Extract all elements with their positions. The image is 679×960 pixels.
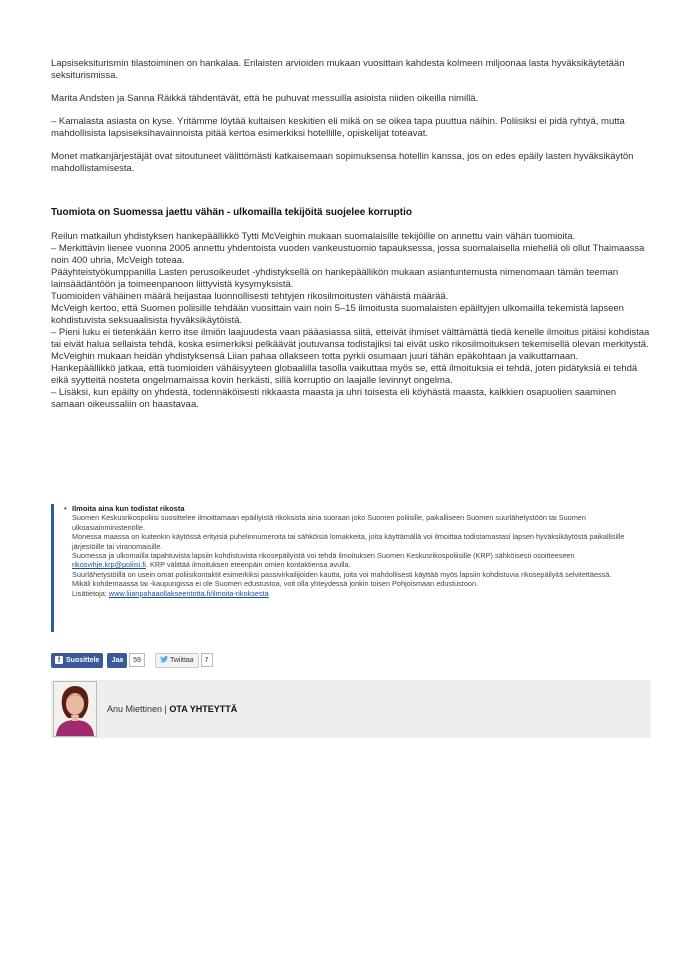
fact-text: Suomen Keskusrikospoliisi suosittelee ilmoittamaan epäillyistä rikoksista aina suoraan joko Suomen poliisille, paikalliseen Suomen suurlähetystöön tai Suomen ulkoasiainministeriölle.	[72, 513, 586, 532]
fact-text: Mikäli kohdemaassa tai -kaupungissa ei ole Suomen edustustoa, voit olla yhteydessä jonkin toisen Pohjoismaan edustustoon.	[72, 579, 479, 589]
fact-text: Suurlähetystöillä on usein omat poliisikontaktit esimerkiksi passivirkailijoiden kautta, joita voi mahdollisesti käyttää myös lapsiin kohdistuvia rikosepäilyitä selvitettäessä.	[72, 569, 612, 579]
more-info-link[interactable]: www.liianpahaaollakseentotta.fi/ilmoita-rikoksesta	[108, 588, 269, 598]
email-link[interactable]: rikosvihje.krp@poliisi.fi	[72, 560, 146, 570]
article-line: Pääyhteistyökumppanilla Lasten perusoikeudet -yhdistyksellä on hankepäällikön mukaan asiantuntemusta nimenomaan tämän teeman lainsäädäntöön ja toimeenpanoon liittyvistä kysymyksistä.	[51, 267, 619, 290]
fact-box	[51, 504, 641, 632]
twitter-tweet-label: Twiittaa	[169, 656, 194, 664]
article-line: – Pieni luku ei tietenkään kerro itse ilmiön laajuudesta vaan pääasiassa siitä, etteivät ihmiset välttämättä tiedä kenelle ilmoitus pitäisi kohdistaa tai eivät halua sellaista tehdä, koska esimerkiksi pelkäävät joutuvansa todistajiksi tai eivät usko rikosilmoituksen tekemisellä olevan merkitystä.	[51, 327, 650, 350]
more-info-label: Lisätietoja:	[72, 588, 107, 598]
article-body	[51, 58, 651, 411]
social-buttons	[51, 652, 213, 668]
facebook-share-button[interactable]: Jaa	[107, 653, 127, 668]
fact-more-info	[72, 589, 641, 598]
fact-title: Ilmoita aina kun todistat rikosta	[72, 504, 185, 513]
article-paragraph: – Kamalasta asiasta on kyse. Yritämme löytää kultaisen keskitien eli mikä on se oikea tapa puuttua näihin. Poliisiksi ei pidä ryhtyä, mutta mahdollisista lapsiseksihavainnoista pitää kertoa esimerkiksi hotellille, opiskelijat toteavat.	[51, 116, 625, 139]
contact-author-link[interactable]: OTA YHTEYTTÄ	[169, 704, 238, 714]
fact-text-part: Suomessa ja ulkomailla tapahtuvista lapsiin kohdistuvista rikosepäilyistä voi tehdä ilmoituksen Suomen Keskusrikospoliisille (KRP) sähköisesti osoitteeseen	[72, 551, 575, 561]
author-separator: |	[162, 704, 170, 714]
fact-text-part: . KRP välittää ilmoituksen eteenpäin omien kontaktiensa avulla.	[145, 560, 351, 570]
article-line: McVeigh kertoo, että Suomen poliisille tehdään vuosittain vain noin 5–15 ilmoitusta suomalaisten epäiltyjen ulkomailla tekemistä lapseen kohdistuvista seksuaalisista hyväksikäytöistä.	[51, 303, 624, 326]
twitter-bird-icon	[160, 656, 168, 665]
author-box	[51, 680, 651, 738]
article-line: Hankepäällikkö jatkaa, että tuomioiden vähäisyyteen globaalilla tasolla vaikuttaa myös se, että ilmoituksia ei tehdä, joten pidätyksiä ei tehdä eikä syytteitä nosteta ongelmamaissa kovin herkästi, sillä korruptio on laajalle levinnyt ongelma.	[51, 363, 638, 386]
article-line: McVeighin mukaan heidän yhdistyksensä Liian pahaa ollakseen totta pyrkii osumaan juuri tähän epäkohtaan ja vaikuttamaan.	[51, 351, 579, 362]
bullet-icon: •	[64, 504, 67, 513]
author-name: Anu Miettinen	[107, 704, 163, 714]
article-paragraph: Marita Andsten ja Sanna Räikkä tähdentävät, että he puhuvat messuilla asioista niiden oikeilla nimillä.	[51, 93, 479, 104]
article-paragraph: Lapsiseksiturismin tilastoiminen on hankalaa. Erilaisten arvioiden mukaan vuosittain kahdesta kolmeen miljoonaa lasta hyväksikäytetään seksiturismissa.	[51, 58, 625, 81]
article-line: Reilun matkailun yhdistyksen hankepäällikkö Tytti McVeighin mukaan suomalaisille tekijöille on annettu vain vähän tuomioita.	[51, 231, 576, 242]
fact-item	[64, 504, 641, 598]
article-paragraph: Monet matkanjärjestäjät ovat sitoutuneet välittömästi katkaisemaan sopimuksensa hotellin kanssa, jos on edes epäily lasten hyväksikäytön mahdollistamisesta.	[51, 151, 634, 174]
facebook-recommend-label: Suosittele	[66, 656, 100, 664]
author-info	[107, 704, 237, 714]
twitter-count: 7	[201, 653, 213, 667]
article-line: – Lisäksi, kun epäilty on yhdestä, todennäköisesti rikkaasta maasta ja uhri toisesta eli köyhästä maasta, kaikkien osapuolien saaminen samaan oikeussaliin on haastavaa.	[51, 387, 617, 410]
fact-text: Monessa maassa on kuitenkin käytössä erityisiä puhelinnumeroita tai sähköisiä lomakkeita, joita käyttämällä voi ilmoittaa todistamastasi lapsen hyväksikäytöstä paikallisille järjestöille tai viranomaisille.	[72, 532, 625, 551]
author-portrait-icon	[54, 682, 96, 736]
fact-text	[72, 551, 641, 570]
article-line: Tuomioiden vähäinen määrä heijastaa luonnollisesti tehtyjen rikosilmoitusten vähäistä määrää.	[51, 291, 449, 302]
article-subheading: Tuomiota on Suomessa jaettu vähän - ulkomailla tekijöitä suojelee korruptio	[51, 207, 413, 218]
twitter-tweet-button[interactable]	[155, 653, 199, 668]
fact-list	[64, 504, 641, 598]
facebook-icon: f	[55, 656, 63, 664]
article-line: – Merkittävin lienee vuonna 2005 annettu yhdentoista vuoden vankeustuomio tapauksessa, jossa suomalaisella miehellä oli ollut Thaimaassa noin 400 uhria, McVeigh toteaa.	[51, 243, 645, 266]
author-avatar	[53, 681, 97, 737]
facebook-recommend-button[interactable]	[51, 653, 103, 668]
facebook-share-count: 59	[129, 653, 145, 667]
